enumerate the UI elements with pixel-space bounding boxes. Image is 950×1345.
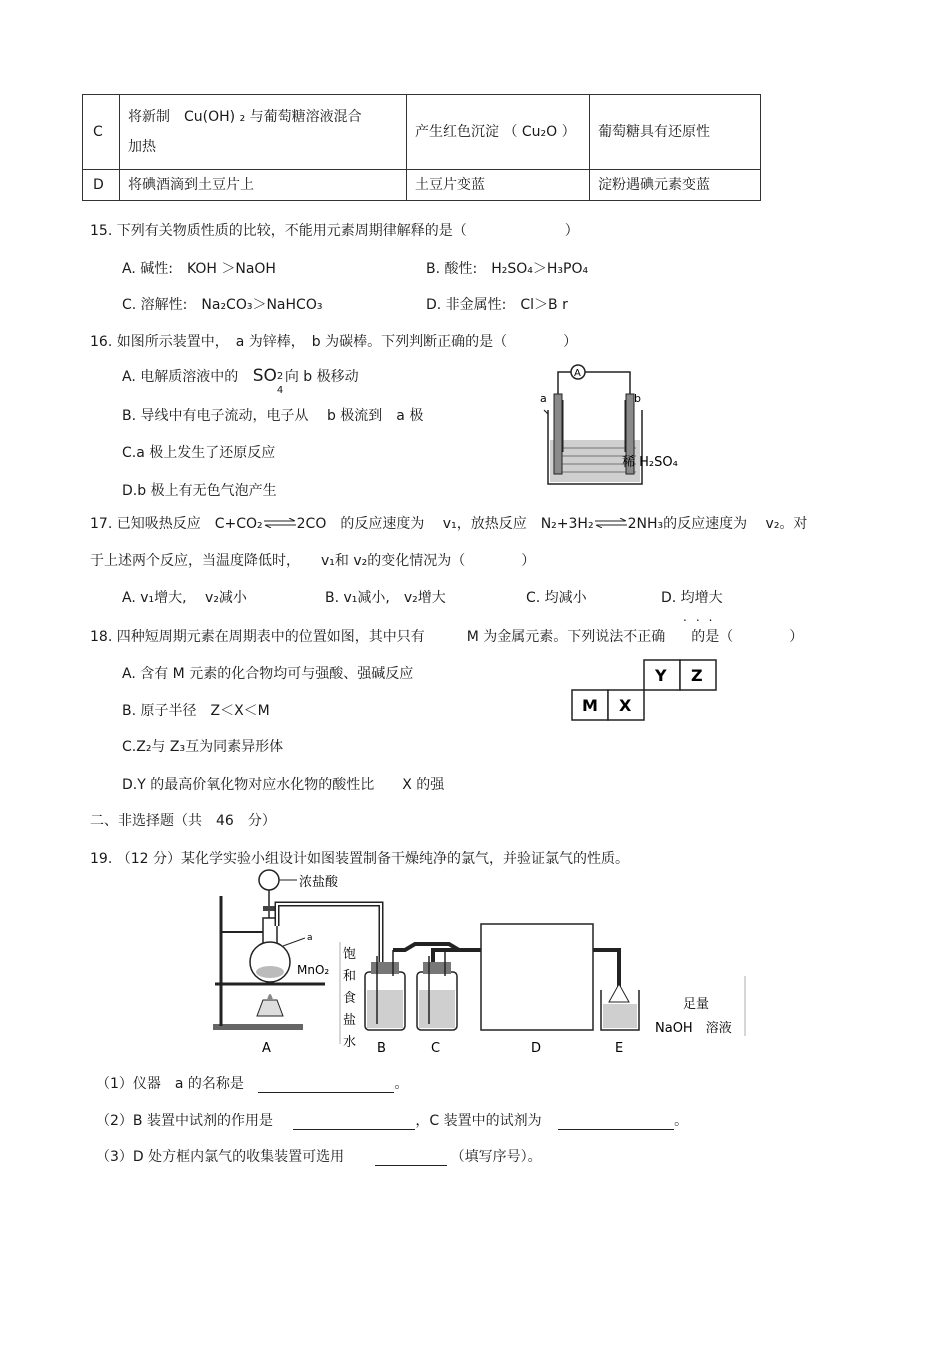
- q16-a-suffix: 向 b 极移动: [284, 369, 359, 385]
- q17-part3: 2NH₃的反应速度为 v₂。对: [627, 516, 808, 532]
- answer-blank[interactable]: [293, 1115, 415, 1130]
- conclusion-cell: 葡萄糖具有还原性: [590, 95, 761, 170]
- q17-option-d: D. 均增大: [661, 590, 723, 606]
- q16-a-prefix: A. 电解质溶液中的: [122, 369, 239, 385]
- q17-line2: 于上述两个反应，当温度降低时， v₁和 v₂的变化情况为（ ）: [90, 553, 536, 569]
- q18-option-c: C.Z₂与 Z₃互为同素异形体: [122, 739, 284, 755]
- phenomenon-cell: 产生红色沉淀 （ Cu₂O ）: [407, 95, 590, 170]
- brine-label-1: 饱: [343, 947, 357, 962]
- emphasis-text: 不正确: [623, 629, 666, 645]
- operation-cell: 将碘酒滴到土豆片上: [120, 170, 407, 201]
- enough-label: 足量: [683, 997, 710, 1012]
- brine-label-5: 水: [343, 1035, 357, 1050]
- q18-stem-a: 18. 四种短周期元素在周期表中的位置如图，其中只有 M 为金属元素。下列说法: [90, 629, 624, 645]
- q16-stem: 16. 如图所示装置中， a 为锌棒， b 为碳棒。下列判断正确的是（ ）: [90, 334, 578, 350]
- q19-sub3: [96, 1146, 542, 1166]
- q19-sub3-text: （3）D 处方框内氯气的收集装置可选用: [96, 1149, 345, 1165]
- conclusion-cell: 淀粉遇碘元素变蓝: [590, 170, 761, 201]
- q15-option-d: D. 非金属性: Cl＞B r: [426, 297, 568, 313]
- alcohol-lamp: [257, 1000, 283, 1016]
- ion-subscript: 4: [276, 385, 284, 396]
- operation-line: 将新制 Cu(OH) ₂ 与葡萄糖溶液混合: [128, 109, 362, 125]
- q19-sub1: [96, 1073, 408, 1093]
- q18-stem: [90, 626, 803, 646]
- inverted-funnel: [609, 984, 629, 1002]
- table-row: [83, 95, 761, 170]
- solution-label: 稀 H₂SO₄: [622, 455, 678, 470]
- element-m: M: [582, 696, 598, 715]
- answer-blank[interactable]: [558, 1115, 674, 1130]
- ion-charge: 2: [276, 371, 284, 382]
- q15-option-a: A. 碱性: KOH ＞NaOH: [122, 261, 276, 277]
- brine-label-3: 食: [343, 991, 357, 1006]
- q19-sub2: [96, 1110, 688, 1130]
- apparatus-letter-a: A: [262, 1041, 271, 1056]
- q18-option-b: B. 原子半径 Z＜X＜M: [122, 703, 270, 719]
- stand-base: [213, 1024, 303, 1030]
- q16-option-c: C.a 极上发生了还原反应: [122, 445, 276, 461]
- q16-option-b: B. 导线中有电子流动，电子从 b 极流到 a 极: [122, 408, 424, 424]
- q17-option-b: B. v₁减小, v₂增大: [325, 590, 446, 606]
- row-label: C: [83, 95, 120, 170]
- table-row: [83, 170, 761, 201]
- brine-label-4: 盐: [343, 1013, 357, 1028]
- row-label: D: [83, 170, 120, 201]
- q19-sub2-text: （2）B 装置中试剂的作用是: [96, 1113, 273, 1129]
- operation-line: 加热: [128, 139, 156, 155]
- q18-option-d: D.Y 的最高价氧化物对应水化物的酸性比 X 的强: [122, 777, 445, 793]
- apparatus-letter-d: D: [531, 1041, 542, 1056]
- q19-sub1-text: （1）仪器 a 的名称是: [96, 1076, 244, 1092]
- q17-part2: 2CO 的反应速度为 v₁，放热反应 N₂+3H₂: [296, 516, 594, 532]
- element-y: Y: [655, 666, 667, 685]
- sulfate-ion: SO: [252, 366, 277, 386]
- brine-label-2: 和: [343, 969, 357, 984]
- q19-stem: 19. （12 分）某化学实验小组设计如图装置制备干燥纯净的氯气，并验证氯气的性质。: [90, 851, 629, 867]
- electrode-b-label: b: [634, 392, 641, 405]
- q18-stem-b: 的是（ ）: [691, 629, 804, 645]
- operation-cell: [120, 95, 407, 170]
- emphasis-dots: ...: [683, 610, 722, 624]
- section-heading: 二、非选择题（共 46 分）: [90, 813, 276, 829]
- galvanic-cell-diagram: [530, 362, 705, 492]
- q17-option-a: A. v₁增大, v₂减小: [122, 590, 247, 606]
- electrode-a-label: a: [540, 392, 547, 405]
- element-z: Z: [691, 666, 703, 685]
- q17-option-c: C. 均减小: [526, 590, 587, 606]
- q16-option-d: D.b 极上有无色气泡产生: [122, 483, 277, 499]
- q15-option-b: B. 酸性: H₂SO₄＞H₃PO₄: [426, 261, 589, 277]
- answer-blank[interactable]: [258, 1078, 394, 1093]
- zinc-rod: [554, 394, 562, 474]
- apparatus-letter-c: C: [431, 1041, 441, 1056]
- q19-sub3-end: （填写序号）。: [450, 1149, 542, 1165]
- q18-option-a: A. 含有 M 元素的化合物均可与强酸、强碱反应: [122, 666, 414, 682]
- conc-hcl-label: 浓盐酸: [299, 875, 339, 890]
- phenomenon-cell: 土豆片变蓝: [407, 170, 590, 201]
- periodic-table-fragment: [570, 658, 720, 728]
- q19-sub2-mid: ，C 装置中的试剂为: [415, 1113, 542, 1129]
- flask-label: a: [307, 933, 313, 943]
- q19-sub2-end: 。: [674, 1113, 689, 1129]
- equilibrium-arrow-icon: [263, 516, 297, 532]
- equilibrium-arrow-icon: [594, 516, 628, 532]
- apparatus-letter-e: E: [615, 1041, 624, 1056]
- mno2-label: MnO₂: [297, 963, 330, 977]
- ammeter-label: A: [574, 368, 581, 379]
- q16-option-a: [122, 366, 359, 396]
- element-x: X: [619, 696, 632, 715]
- q15-option-c: C. 溶解性: Na₂CO₃＞NaHCO₃: [122, 297, 323, 313]
- answer-blank[interactable]: [375, 1151, 447, 1166]
- naoh-label: NaOH 溶液: [655, 1021, 732, 1036]
- q17-line1: [90, 513, 807, 533]
- q15-stem: 15. 下列有关物质性质的比较，不能用元素周期律解释的是（ ）: [90, 223, 579, 239]
- experiment-table: [82, 94, 761, 201]
- q19-sub1-end: 。: [394, 1076, 409, 1092]
- q17-part1: 17. 已知吸热反应 C+CO₂: [90, 516, 263, 532]
- separatory-funnel: [259, 870, 279, 890]
- collection-box-d: [481, 924, 593, 1030]
- chlorine-apparatus-diagram: [205, 866, 750, 1058]
- apparatus-letter-b: B: [377, 1041, 386, 1056]
